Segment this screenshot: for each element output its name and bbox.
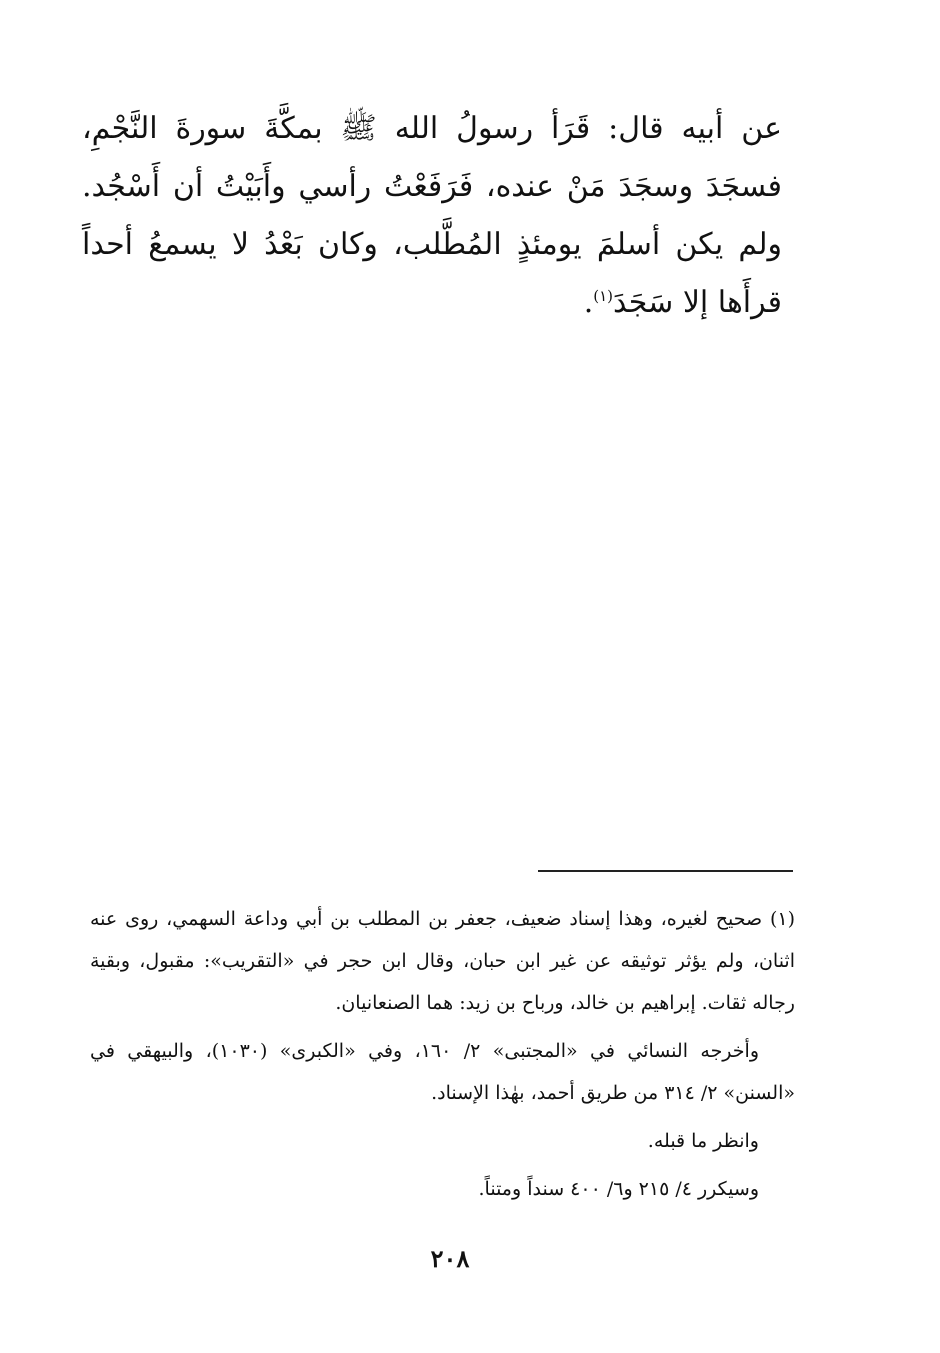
footnotes-section [90, 898, 795, 1210]
hadith-body: عن أبيه قال: قَرَأ رسولُ الله ﷺ بمكَّةَ سورةَ النَّجْمِ، فسجَدَ وسجَدَ مَنْ عنده، فَرَفَعْتُ رأسي وأَبَيْتُ أن أَسْجُد. ولم يكن أسلمَ يومئذٍ المُطَّلب، وكان بَعْدُ لا يسمعُ أحداً قرأَها إلا سَجَدَ [82, 111, 782, 320]
footnote-1: (١) صحيح لغيره، وهذا إسناد ضعيف، جعفر بن المطلب بن أبي وداعة السهمي، روى عنه اثنان، ولم يؤثر توثيقه عن غير ابن حبان، وقال ابن حجر في «التقريب»: مقبول، وبقية رجاله ثقات. إبراهيم بن خالد، ورباح بن زيد: هما الصنعانيان. [90, 908, 795, 1014]
footnote-takhrij: وأخرجه النسائي في «المجتبى» ٢/ ١٦٠، وفي «الكبرى» (١٠٣٠)، والبيهقي في «السنن» ٢/ ٣١٤ من طريق أحمد، بهٰذا الإسناد. [90, 1040, 795, 1104]
footnote-separator [538, 870, 793, 872]
hadith-paragraph [82, 100, 782, 332]
footnote-reference-1[interactable]: (١) [593, 287, 614, 305]
hadith-text [82, 100, 782, 332]
hadith-end-punctuation: . [583, 285, 594, 320]
footnote-see-before: وانظر ما قبله. [647, 1130, 759, 1152]
page-number: ٢٠٨ [430, 1244, 470, 1273]
footnote-repeat: وسيكرر ٤/ ٢١٥ و٦/ ٤٠٠ سنداً ومتناً. [478, 1178, 759, 1200]
